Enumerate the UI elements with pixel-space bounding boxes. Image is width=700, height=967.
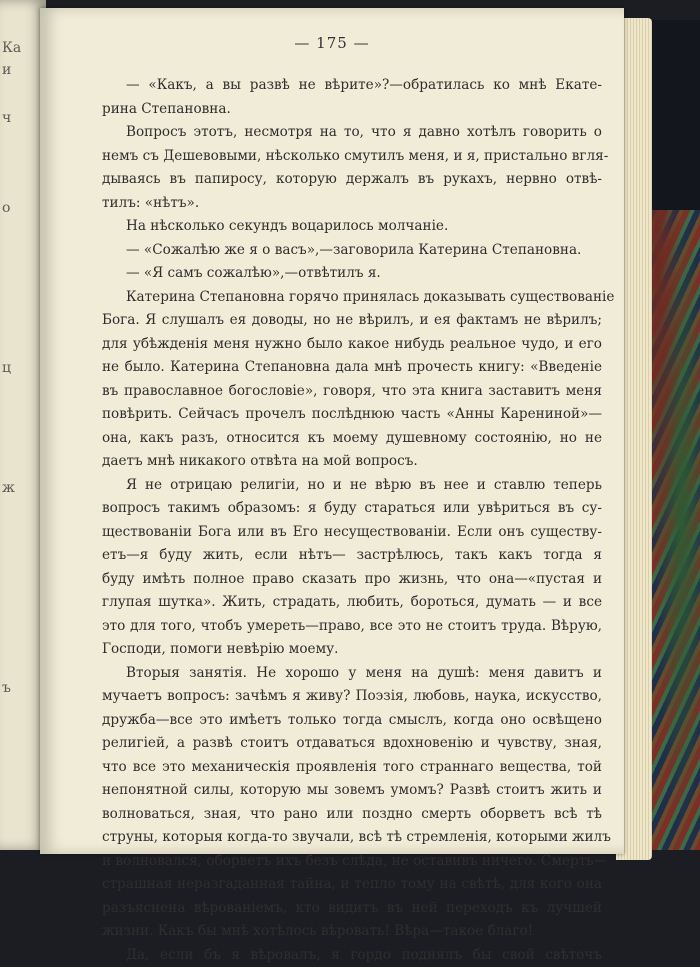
text-line: немъ съ Дешевовыми, нѣсколько смутилъ меня, и я, пристально вгля- (102, 145, 602, 169)
text-line: для убѣжденія меня нужно было какое нибудь реальное чудо, и его (102, 333, 602, 357)
text-line: это для того, чтобъ умереть—право, все это не стоитъ труда. Вѣрую, (102, 615, 602, 639)
text-line: струны, которыя когда-то звучали, всѣ тѣ стремленія, которыми жилъ (102, 826, 602, 850)
text-line: ществованіи Бога или въ Его несуществованіи. Если онъ существу- (102, 521, 602, 545)
text-line: жизни. Какъ бы мнѣ хотѣлось вѣровать! Вѣра—такое благо! (102, 920, 602, 944)
text-line: религіей, а развѣ стоитъ отдаваться вдохновенію и чувству, зная, (102, 732, 602, 756)
text-line: дружба—все это имѣетъ только тогда смыслъ, когда оно освѣщено (102, 709, 602, 733)
text-line: тилъ: «нѣтъ». (102, 192, 602, 216)
text-line: непонятной силы, которую мы зовемъ умомъ? Развѣ стоитъ жить и (102, 779, 602, 803)
text-line: она, какъ разъ, относится къ моему душевному состоянію, но не (102, 427, 602, 451)
text-line: Да, если бъ я вѣровалъ, я гордо поднялъ бы свой свѣточъ (102, 944, 602, 967)
text-line: что все это механическія проявленія того страннаго вещества, той (102, 756, 602, 780)
text-line: буду имѣть полное право сказать про жизнь, что она—«пустая и (102, 568, 602, 592)
left-page-edge: Ка и ч о ц ж ъ (0, 0, 46, 850)
text-line: — «Сожалѣю же я о васъ»,—заговорила Катерина Степановна. (102, 239, 602, 263)
text-line: страшная неразгаданная тайна, и тепло тому на свѣтѣ, для кого она (102, 873, 602, 897)
text-line: Я не отрицаю религіи, но и не вѣрю въ нее и ставлю теперь (102, 474, 602, 498)
text-line: разъяснена вѣрованіемъ, кто видитъ въ ней переходъ къ лучшей (102, 897, 602, 921)
text-line: дываясь въ папиросу, которую держалъ въ рукахъ, нервно отвѣ- (102, 168, 602, 192)
text-line: Бога. Я слушалъ ея доводы, но не вѣрилъ, и ея фактамъ не вѣрилъ; (102, 309, 602, 333)
page-number: — 175 — (40, 34, 624, 52)
text-line: даетъ мнѣ никакого отвѣта на мой вопросъ. (102, 450, 602, 474)
text-line: глупая шутка». Жить, страдать, любить, бороться, думать — и все (102, 591, 602, 615)
text-line: не было. Катерина Степановна дала мнѣ прочесть книгу: «Введеніе (102, 356, 602, 380)
text-line: повѣрить. Сейчасъ прочелъ послѣднюю часть «Анны Карениной»— (102, 403, 602, 427)
text-line: Вторыя занятія. Не хорошо у меня на душѣ: меня давитъ и (102, 662, 602, 686)
text-line: На нѣсколько секундъ воцарилось молчаніе. (102, 215, 602, 239)
text-line: волноваться, зная, что рано или поздно смерть оборветъ всѣ тѣ (102, 803, 602, 827)
text-line: — «Какъ, а вы развѣ не вѣрите»?—обратилась ко мнѣ Екате- (102, 74, 602, 98)
text-line: мучаетъ вопросъ: зачѣмъ я живу? Поэзія, любовь, наука, искусство, (102, 685, 602, 709)
text-line: рина Степановна. (102, 98, 602, 122)
text-line: — «Я самъ сожалѣю»,—отвѣтилъ я. (102, 262, 602, 286)
book-page (40, 8, 624, 854)
page-text (102, 74, 602, 967)
text-line: вопросъ такимъ образомъ: я буду стараться или увѣриться въ су- (102, 497, 602, 521)
text-line: Вопросъ этотъ, несмотря на то, что я давно хотѣлъ говорить о (102, 121, 602, 145)
text-line: въ православное богословіе», говоря, что эта книга заставитъ меня (102, 380, 602, 404)
text-line: Господи, помоги невѣрію моему. (102, 638, 602, 662)
text-line: Катерина Степановна горячо принялась доказывать существованіе (102, 286, 602, 310)
text-line: етъ—я буду жить, если нѣтъ— застрѣлюсь, такъ какъ тогда я (102, 544, 602, 568)
text-line: и волновался, оборветъ ихъ безъ слѣда, не оставивъ ничего. Смерть— (102, 850, 602, 874)
